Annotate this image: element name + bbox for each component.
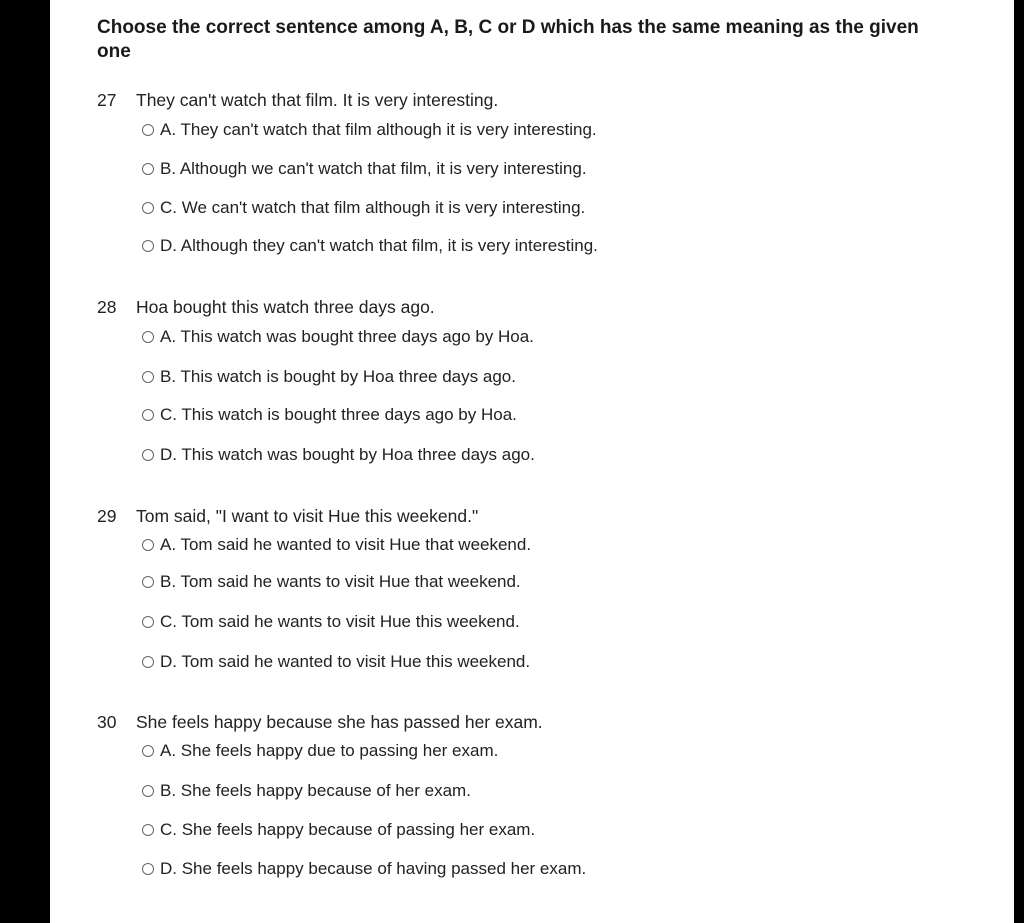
question-number: 28: [97, 297, 117, 317]
radio-button[interactable]: [142, 409, 154, 421]
radio-button[interactable]: [142, 616, 154, 628]
option-label: B. This watch is bought by Hoa three days ago.: [160, 367, 516, 386]
option-label: C. This watch is bought three days ago by Hoa.: [160, 405, 517, 424]
instruction-text: Choose the correct sentence among A, B, C or D which has the same meaning as the given one: [97, 17, 919, 62]
question-prompt: Hoa bought this watch three days ago.: [136, 297, 435, 317]
question-30: [97, 712, 957, 878]
option-label: A. She feels happy due to passing her exam.: [160, 741, 499, 760]
option-label: A. Tom said he wanted to visit Hue that weekend.: [160, 535, 532, 554]
question-header: [97, 90, 957, 116]
question-header: [97, 506, 957, 532]
question-29: [97, 506, 957, 671]
question-27: [97, 90, 957, 255]
question-header: [97, 297, 957, 323]
radio-button[interactable]: [142, 863, 154, 875]
option-label: D. Tom said he wanted to visit Hue this weekend.: [160, 652, 531, 671]
radio-button[interactable]: [142, 449, 154, 461]
option-label: A. They can't watch that film although it is very interesting.: [160, 120, 597, 139]
question-prompt: They can't watch that film. It is very interesting.: [136, 90, 499, 110]
option-label: D. Although they can't watch that film, it is very interesting.: [160, 236, 598, 255]
radio-button[interactable]: [142, 576, 154, 588]
option-label: B. Although we can't watch that film, it is very interesting.: [160, 159, 587, 178]
option-label: D. This watch was bought by Hoa three days ago.: [160, 445, 535, 464]
question-28: [97, 297, 957, 464]
radio-button[interactable]: [142, 824, 154, 836]
option-label: B. Tom said he wants to visit Hue that weekend.: [160, 572, 521, 591]
option-label: C. Tom said he wants to visit Hue this weekend.: [160, 612, 520, 631]
option-label: C. She feels happy because of passing her exam.: [160, 820, 536, 839]
radio-button[interactable]: [142, 124, 154, 136]
radio-button[interactable]: [142, 785, 154, 797]
question-number: 30: [97, 712, 117, 732]
option-label: A. This watch was bought three days ago by Hoa.: [160, 327, 534, 346]
radio-button[interactable]: [142, 331, 154, 343]
radio-button[interactable]: [142, 371, 154, 383]
option-label: D. She feels happy because of having passed her exam.: [160, 859, 587, 878]
option-label: B. She feels happy because of her exam.: [160, 781, 471, 800]
question-prompt: She feels happy because she has passed her exam.: [136, 712, 543, 732]
question-header: [97, 712, 957, 738]
radio-button[interactable]: [142, 745, 154, 757]
radio-button[interactable]: [142, 202, 154, 214]
radio-button[interactable]: [142, 240, 154, 252]
question-prompt: Tom said, "I want to visit Hue this weekend.": [136, 506, 479, 526]
question-number: 27: [97, 90, 117, 110]
question-number: 29: [97, 506, 117, 526]
radio-button[interactable]: [142, 656, 154, 668]
radio-button[interactable]: [142, 163, 154, 175]
option-label: C. We can't watch that film although it is very interesting.: [160, 198, 586, 217]
radio-button[interactable]: [142, 539, 154, 551]
